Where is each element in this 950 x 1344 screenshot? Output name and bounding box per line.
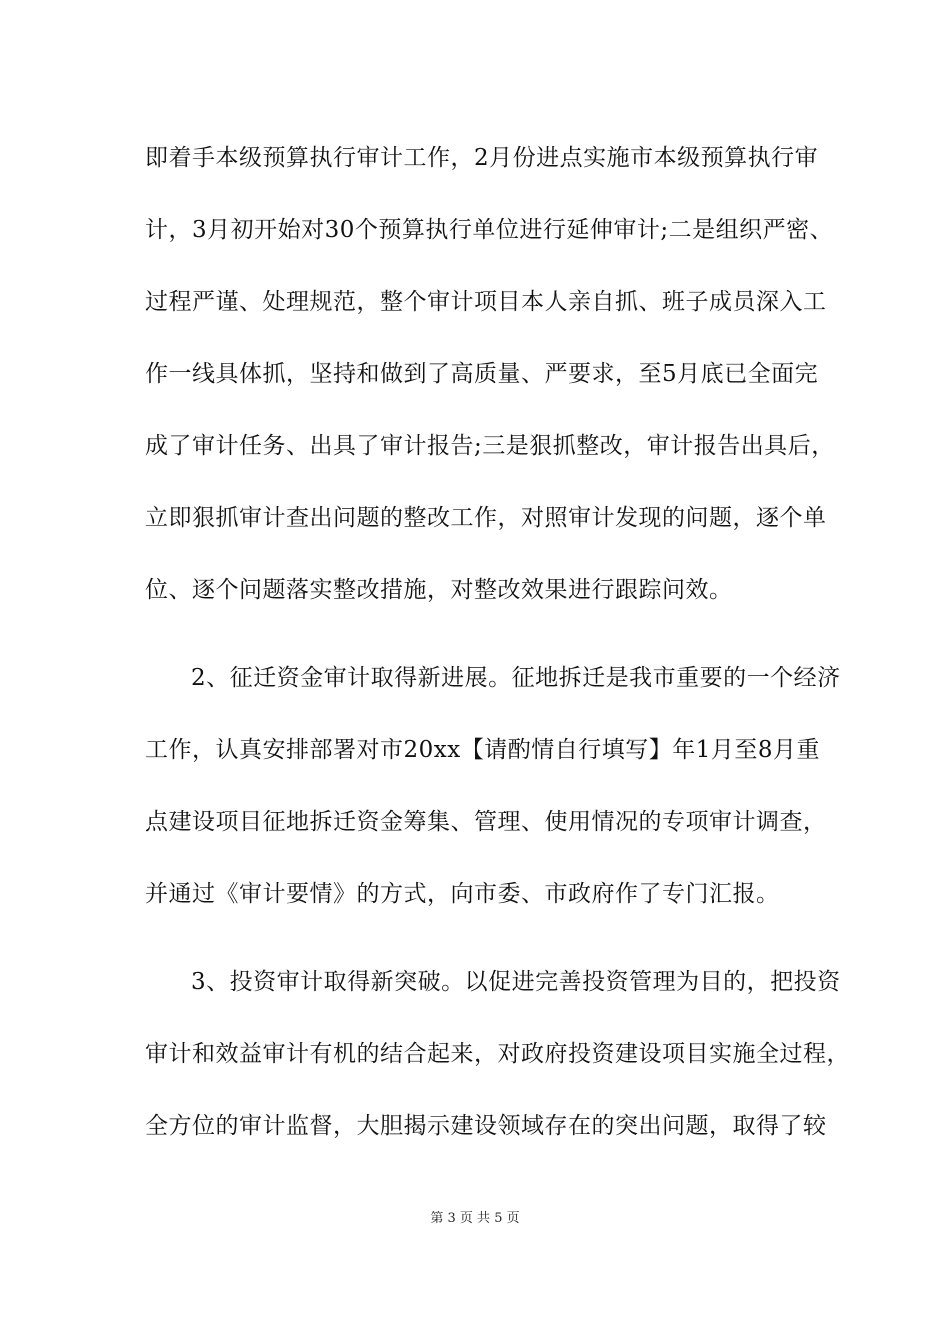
text-line: 工作，认真安排部署对市20xx【请酌情自行填写】年1月至8月重 (145, 737, 820, 763)
text-line: 审计和效益审计有机的结合起来，对政府投资建设项目实施全过程， (145, 1041, 850, 1067)
page-number-footer: 第 3 页 共 5 页 (430, 1211, 520, 1226)
text-line: 全方位的审计监督，大胆揭示建设领域存在的突出问题，取得了较 (145, 1113, 827, 1139)
text-line: 作一线具体抓，坚持和做到了高质量、严要求，至5月底已全面完 (145, 361, 819, 387)
text-line: 即着手本级预算执行审计工作，2月份进点实施市本级预算执行审 (145, 145, 819, 171)
paragraph-start-line: 2、征迁资金审计取得新进展。征地拆迁是我市重要的一个经济 (191, 665, 841, 691)
text-line: 过程严谨、处理规范，整个审计项目本人亲自抓、班子成员深入工 (145, 289, 827, 315)
text-line: 立即狠抓审计查出问题的整改工作，对照审计发现的问题，逐个单 (145, 505, 827, 531)
text-line: 计，3月初开始对30个预算执行单位进行延伸审计;二是组织严密、 (145, 217, 834, 243)
text-line: 并通过《审计要情》的方式，向市委、市政府作了专门汇报。 (145, 881, 780, 907)
text-line: 点建设项目征地拆迁资金筹集、管理、使用情况的专项审计调查， (145, 809, 827, 835)
text-line: 位、逐个问题落实整改措施，对整改效果进行跟踪问效。 (145, 577, 733, 603)
paragraph-start-line: 3、投资审计取得新突破。以促进完善投资管理为目的，把投资 (191, 969, 841, 995)
text-line: 成了审计任务、出具了审计报告;三是狠抓整改，审计报告出具后， (145, 433, 835, 459)
